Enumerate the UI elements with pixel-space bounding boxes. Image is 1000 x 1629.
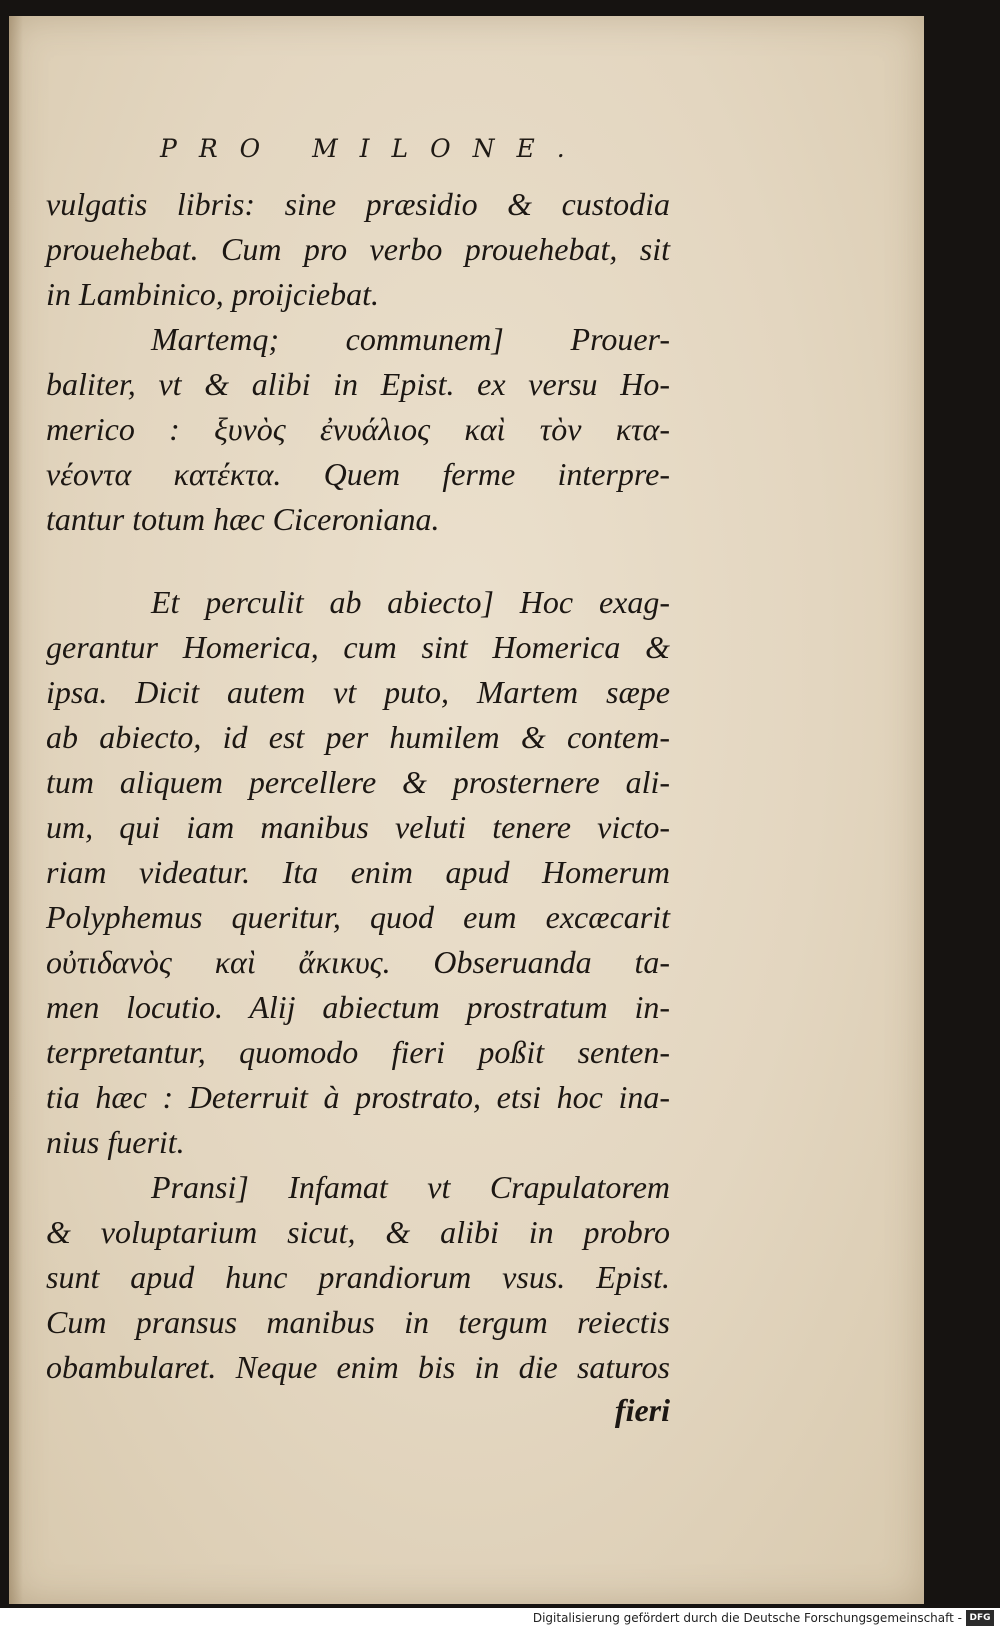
text-line: tia hæc : Deterruit à prostrato, etsi hoc ina- (46, 1079, 670, 1115)
text-line: baliter, vt & alibi in Epist. ex versu Ho- (46, 366, 670, 402)
text-line: tantur totum hæc Ciceroniana. (46, 501, 440, 537)
text-line: Pransi] Infamat vt Crapulatorem (151, 1169, 670, 1205)
text-line: prouehebat. Cum pro verbo prouehebat, sit (46, 231, 670, 267)
text-line: Et perculit ab abiecto] Hoc exag- (151, 584, 670, 620)
digitization-credit: Digitalisierung gefördert durch die Deutsche Forschungsgemeinschaft - (532, 1611, 962, 1625)
text-line: riam videatur. Ita enim apud Homerum (46, 854, 670, 890)
text-line: obambularet. Neque enim bis in die saturos (46, 1349, 670, 1385)
text-line: οὐτιδανὸς καὶ ἄκικυς. Obseruanda ta- (46, 944, 670, 980)
text-line: tum aliquem percellere & prosternere ali- (46, 764, 670, 800)
text-line: terpretantur, quomodo fieri poßit senten- (46, 1034, 670, 1070)
text-line: vulgatis libris: sine præsidio & custodia (46, 186, 670, 222)
text-line: sunt apud hunc prandiorum vsus. Epist. (46, 1259, 670, 1295)
text-line: gerantur Homerica, cum sint Homerica & (46, 629, 670, 665)
running-head: PRO MILONE. (160, 134, 587, 163)
text-line: merico : ξυνὸς ἐνυάλιος καὶ τὸν κτα- (46, 411, 670, 447)
text-line: Martemq; communem] Prouer- (151, 321, 670, 357)
paragraph-martemque (46, 317, 670, 542)
text-line: nius fuerit. (46, 1124, 185, 1160)
text-line: men locutio. Alij abiectum prostratum in- (46, 989, 670, 1025)
text-line: ipsa. Dicit autem vt puto, Martem sæpe (46, 674, 670, 710)
page-gutter-shadow (9, 16, 23, 1604)
text-line: νέοντα κατέκτα. Quem ferme interpre- (46, 456, 670, 492)
paragraph-et-perculit (46, 580, 670, 1165)
text-line: Polyphemus queritur, quod eum excæcarit (46, 899, 670, 935)
text-line: Cum pransus manibus in tergum reiectis (46, 1304, 670, 1340)
text-line: um, qui iam manibus veluti tenere victo- (46, 809, 670, 845)
text-line: ab abiecto, id est per humilem & contem- (46, 719, 670, 755)
dfg-logo: DFG (966, 1610, 994, 1626)
catchword: fieri (614, 1392, 670, 1428)
text-line: & voluptarium sicut, & alibi in probro (46, 1214, 670, 1250)
paragraph-pransi (46, 1165, 670, 1390)
paragraph-continued (46, 182, 670, 317)
text-line: in Lambinico, proijciebat. (46, 276, 380, 312)
